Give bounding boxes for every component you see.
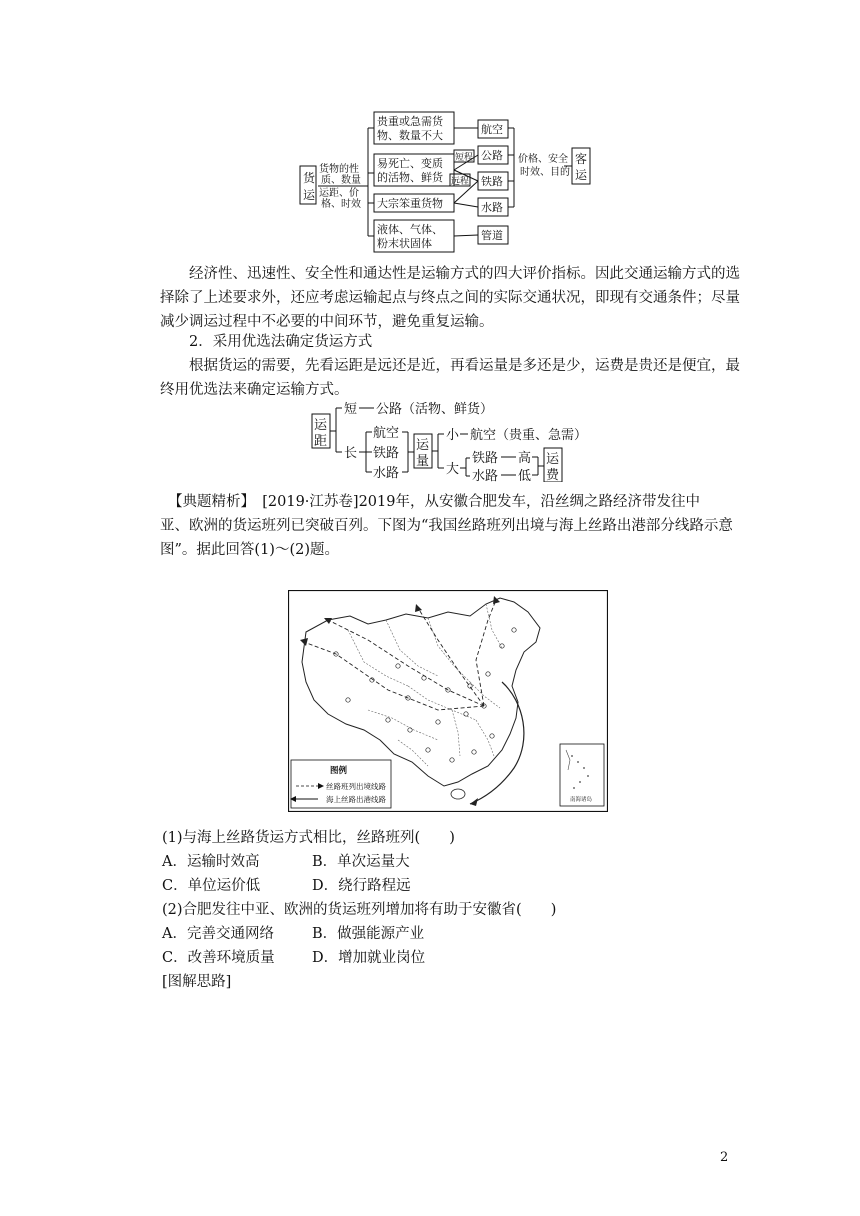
evaluation-paragraph	[160, 262, 740, 334]
question-1	[162, 826, 562, 898]
para1-line: 减少调运过程中不必要的中间环节，避免重复运输。	[160, 314, 494, 330]
legend-sea: 海上丝路出港线路	[326, 795, 386, 804]
q1-option-d: D．绕行路程远	[312, 878, 411, 894]
distance-char-1: 运	[314, 418, 328, 433]
cargo-perishable-2: 的活物、鲜货	[377, 171, 443, 184]
silk-road-map	[288, 590, 608, 812]
criteria-top-2: 质、数量	[321, 175, 361, 186]
thinking-label: [图解思路]	[162, 974, 232, 990]
optimization-diagram	[310, 396, 590, 482]
example-intro	[160, 490, 740, 562]
freight-char-1: 货	[303, 171, 316, 185]
example-line: 【典题精析】 [2019·江苏卷]2019年，从安徽合肥发车，沿丝绸之路经济带发往中	[168, 494, 700, 510]
long-mode-air: 航空	[373, 426, 400, 441]
section-heading: 2．采用优选法确定货运方式	[189, 334, 373, 350]
long-label: 长	[344, 446, 358, 461]
q1-option-b: B．单次运量大	[312, 854, 410, 870]
question-1-stem: (1)与海上丝路货运方式相比，丝路班列( )	[162, 830, 455, 846]
para1-line: 经济性、迅速性、安全性和通达性是运输方式的四大评价指标。因此交通运输方式的选	[189, 266, 740, 282]
distance-char-2: 距	[314, 434, 328, 449]
cost-high: 高	[518, 451, 532, 466]
question-2	[162, 898, 562, 994]
cargo-fluid-2: 粉末状固体	[377, 237, 432, 250]
cargo-valuable-1: 贵重或急需货	[377, 115, 443, 128]
cargo-valuable-2: 物、数量不大	[377, 129, 443, 142]
mode-air: 航空	[481, 123, 503, 136]
para1-line: 择除了上述要求外，还应考虑运输起点与终点之间的实际交通状况，即现有交通条件；尽量	[160, 290, 740, 306]
example-line: 图”。据此回答(1)～(2)题。	[160, 542, 339, 558]
example-line: 亚、欧洲的货运班列已突破百列。下图为“我国丝路班列出境与海上丝路出港部分线路示意	[160, 518, 733, 534]
volume-char-1: 运	[416, 438, 430, 453]
long-distance-label: 远程	[451, 177, 470, 187]
para2-line: 终用优选法来确定运输方式。	[160, 382, 349, 398]
mode-pipeline: 管道	[481, 229, 503, 242]
legend-rail: 丝路班列出境线路	[326, 782, 386, 791]
large-water: 水路	[472, 469, 499, 482]
q2-option-d: D．增加就业岗位	[312, 950, 426, 966]
q2-option-b: B．做强能源产业	[312, 926, 425, 942]
short-result: 公路（活物、鲜货）	[376, 402, 494, 417]
criteria-bottom-2: 格、时效	[321, 199, 361, 210]
short-label: 短	[344, 402, 358, 417]
inset-label: 南海诸岛	[570, 797, 593, 803]
passenger-criteria-1: 价格、安全	[518, 154, 568, 165]
large-rail: 铁路	[472, 451, 499, 466]
cargo-fluid-1: 液体、气体、	[377, 223, 443, 236]
criteria-bottom-1: 运距、价	[319, 188, 359, 199]
mode-rail: 铁路	[481, 175, 503, 188]
optimization-paragraph	[160, 354, 740, 402]
cost-low: 低	[518, 469, 532, 482]
cargo-bulk: 大宗笨重货物	[377, 197, 443, 210]
small-result: 航空（贵重、急需）	[470, 428, 588, 443]
large-label: 大	[446, 462, 460, 477]
freight-char-2: 运	[303, 188, 316, 202]
cost-char-1: 运	[546, 452, 560, 467]
mode-road: 公路	[481, 149, 503, 162]
cargo-selection-diagram	[298, 108, 608, 256]
long-mode-rail: 铁路	[373, 446, 400, 461]
mode-water: 水路	[481, 201, 503, 214]
passenger-char-1: 客	[575, 152, 588, 166]
cost-char-2: 费	[546, 468, 560, 482]
para2-line: 根据货运的需要，先看运距是远还是近，再看运量是多还是少，运费是贵还是便宜，最	[189, 358, 740, 374]
volume-char-2: 量	[416, 454, 430, 469]
legend-title: 图例	[330, 766, 348, 776]
cargo-perishable-1: 易死亡、变质	[377, 157, 443, 170]
passenger-criteria-2: 时效、目的	[520, 167, 570, 178]
small-label: 小	[446, 428, 460, 443]
passenger-char-2: 运	[575, 168, 588, 182]
q2-option-c: C．改善环境质量	[162, 950, 275, 966]
criteria-top-1: 货物的性	[319, 164, 359, 175]
page-number: 2	[720, 1150, 729, 1165]
q2-option-a: A．完善交通网络	[162, 926, 274, 942]
q1-option-a: A．运输时效高	[162, 854, 260, 870]
long-mode-water: 水路	[373, 466, 400, 481]
question-2-stem: (2)合肥发往中亚、欧洲的货运班列增加将有助于安徽省( )	[162, 902, 557, 918]
q1-option-c: C．单位运价低	[162, 878, 261, 894]
short-distance-label: 短程	[455, 153, 474, 163]
